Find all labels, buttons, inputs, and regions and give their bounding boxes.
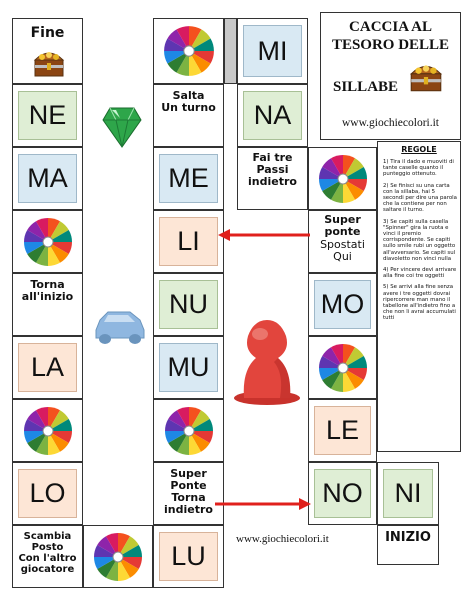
spinner-wheel-icon — [13, 211, 82, 272]
cell-le — [308, 399, 377, 462]
emerald-gem-icon — [102, 104, 142, 148]
title-website: www.giochiecolori.it — [342, 117, 439, 129]
title-line-3: SILLABE — [333, 79, 399, 95]
torna-inizio-label: Torna all'inizio — [21, 278, 74, 303]
fai-tre-label: Fai tre Passi indietro — [248, 151, 297, 188]
arrow-icon — [213, 497, 313, 511]
rule-item: 1) Tira il dado e muoviti di tante caselle quanto il punteggio ottenuto. — [383, 159, 454, 178]
arrow-icon — [216, 228, 312, 242]
cell-inizio — [377, 525, 439, 565]
syllable-card-mi: MI — [243, 25, 302, 77]
scambia-label: Scambia Posto Con l'altro giocatore — [18, 531, 77, 575]
cell-spinner-3 — [153, 399, 224, 462]
syllable-card-mo: MO — [314, 280, 371, 329]
super-ponte-label: Super ponte — [324, 213, 361, 238]
bottom-website: www.giochiecolori.it — [236, 533, 329, 545]
toy-car-icon — [90, 306, 148, 346]
cell-lo — [12, 462, 83, 525]
cell-no — [308, 462, 377, 525]
title-box — [320, 12, 461, 140]
rule-item: 5) Se arrivi alla fine senza avere i tre oggetti dovrai ripercorrere man mano il tabellone all'indietro fino a che non li avrai accumulati tutti — [383, 284, 456, 322]
super-ponte-torna-label: Super Ponte Torna indietro — [164, 467, 213, 516]
cell-super-ponte-torna — [153, 462, 224, 525]
spinner-hub — [338, 174, 348, 184]
spinner-hub — [43, 237, 53, 247]
rule-item: 2) Se finisci su una carta con la sillaba, hai 5 secondi per dire una parola che la contiene per non saltare il turno. — [383, 182, 457, 214]
cell-mu — [153, 336, 224, 399]
cell-spinner-5 — [308, 336, 377, 399]
fine-label: Fine — [30, 25, 65, 41]
cell-spinner-1 — [12, 210, 83, 273]
cell-torna-inizio — [12, 273, 83, 336]
rule-item: 4) Per vincere devi arrivare alla fine coi tre oggetti — [383, 267, 457, 280]
syllable-card-na: NA — [243, 91, 302, 140]
cell-super-ponte-spostati — [308, 210, 377, 273]
cell-spinner-top — [153, 18, 224, 84]
syllable-card-ma: MA — [18, 154, 77, 203]
spinner-hub — [184, 426, 194, 436]
treasure-chest-icon — [31, 45, 67, 81]
cell-spinner-bottom — [83, 525, 153, 588]
syllable-card-mu: MU — [159, 343, 218, 392]
syllable-card-lo: LO — [18, 469, 77, 518]
cell-nu — [153, 273, 224, 336]
cell-mo — [308, 273, 377, 336]
spostati-qui-label: Spostati Qui — [320, 238, 365, 263]
spinner-hub — [183, 46, 193, 56]
spinner-wheel-icon — [309, 337, 376, 398]
cell-ma — [12, 147, 83, 210]
cell-spinner-4 — [308, 147, 377, 210]
cell-na — [237, 84, 308, 147]
title-line-2: TESORO DELLE — [331, 37, 450, 53]
spinner-wheel-icon — [154, 19, 223, 83]
syllable-card-la: LA — [18, 343, 77, 392]
syllable-card-ni: NI — [383, 469, 433, 518]
spinner-hub — [43, 426, 53, 436]
syllable-card-no: NO — [314, 469, 371, 518]
rules-heading: REGOLE — [401, 145, 437, 154]
cell-la — [12, 336, 83, 399]
syllable-card-nu: NU — [159, 280, 218, 329]
cell-scambia — [12, 525, 83, 588]
grey-divider — [224, 18, 237, 84]
cell-fai-tre — [237, 147, 308, 210]
syllable-card-ne: NE — [18, 91, 77, 140]
spinner-wheel-icon — [309, 148, 376, 209]
cell-ne — [12, 84, 83, 147]
spinner-wheel-icon — [84, 526, 152, 587]
syllable-card-le: LE — [314, 406, 371, 455]
cell-mi — [237, 18, 308, 84]
salta-label: Salta Un turno — [161, 89, 216, 114]
cell-me — [153, 147, 224, 210]
spinner-wheel-icon — [13, 400, 82, 461]
treasure-chest-icon — [407, 59, 445, 95]
cell-ni — [377, 462, 439, 525]
cell-salta — [153, 84, 224, 147]
cell-lu — [153, 525, 224, 588]
title-line-1: CACCIA AL — [349, 19, 432, 35]
syllable-card-li: LI — [159, 217, 218, 266]
inizio-label: INIZIO — [385, 530, 431, 545]
red-pawn-icon — [230, 318, 304, 406]
cell-spinner-2 — [12, 399, 83, 462]
spinner-hub — [338, 363, 348, 373]
spinner-wheel-icon — [154, 400, 223, 461]
cell-li — [153, 210, 224, 273]
syllable-card-me: ME — [159, 154, 218, 203]
rules-box — [377, 141, 461, 452]
rule-item: 3) Se capiti sulla casella "Spinner" gira la ruota e vinci il premio corrispondente. Se capiti sullo smile rubi un oggetto all'avversario. Se capiti sul diavoletto non vinci nulla — [383, 218, 456, 262]
spinner-hub — [113, 552, 123, 562]
cell-fine — [12, 18, 83, 84]
syllable-card-lu: LU — [159, 532, 218, 581]
